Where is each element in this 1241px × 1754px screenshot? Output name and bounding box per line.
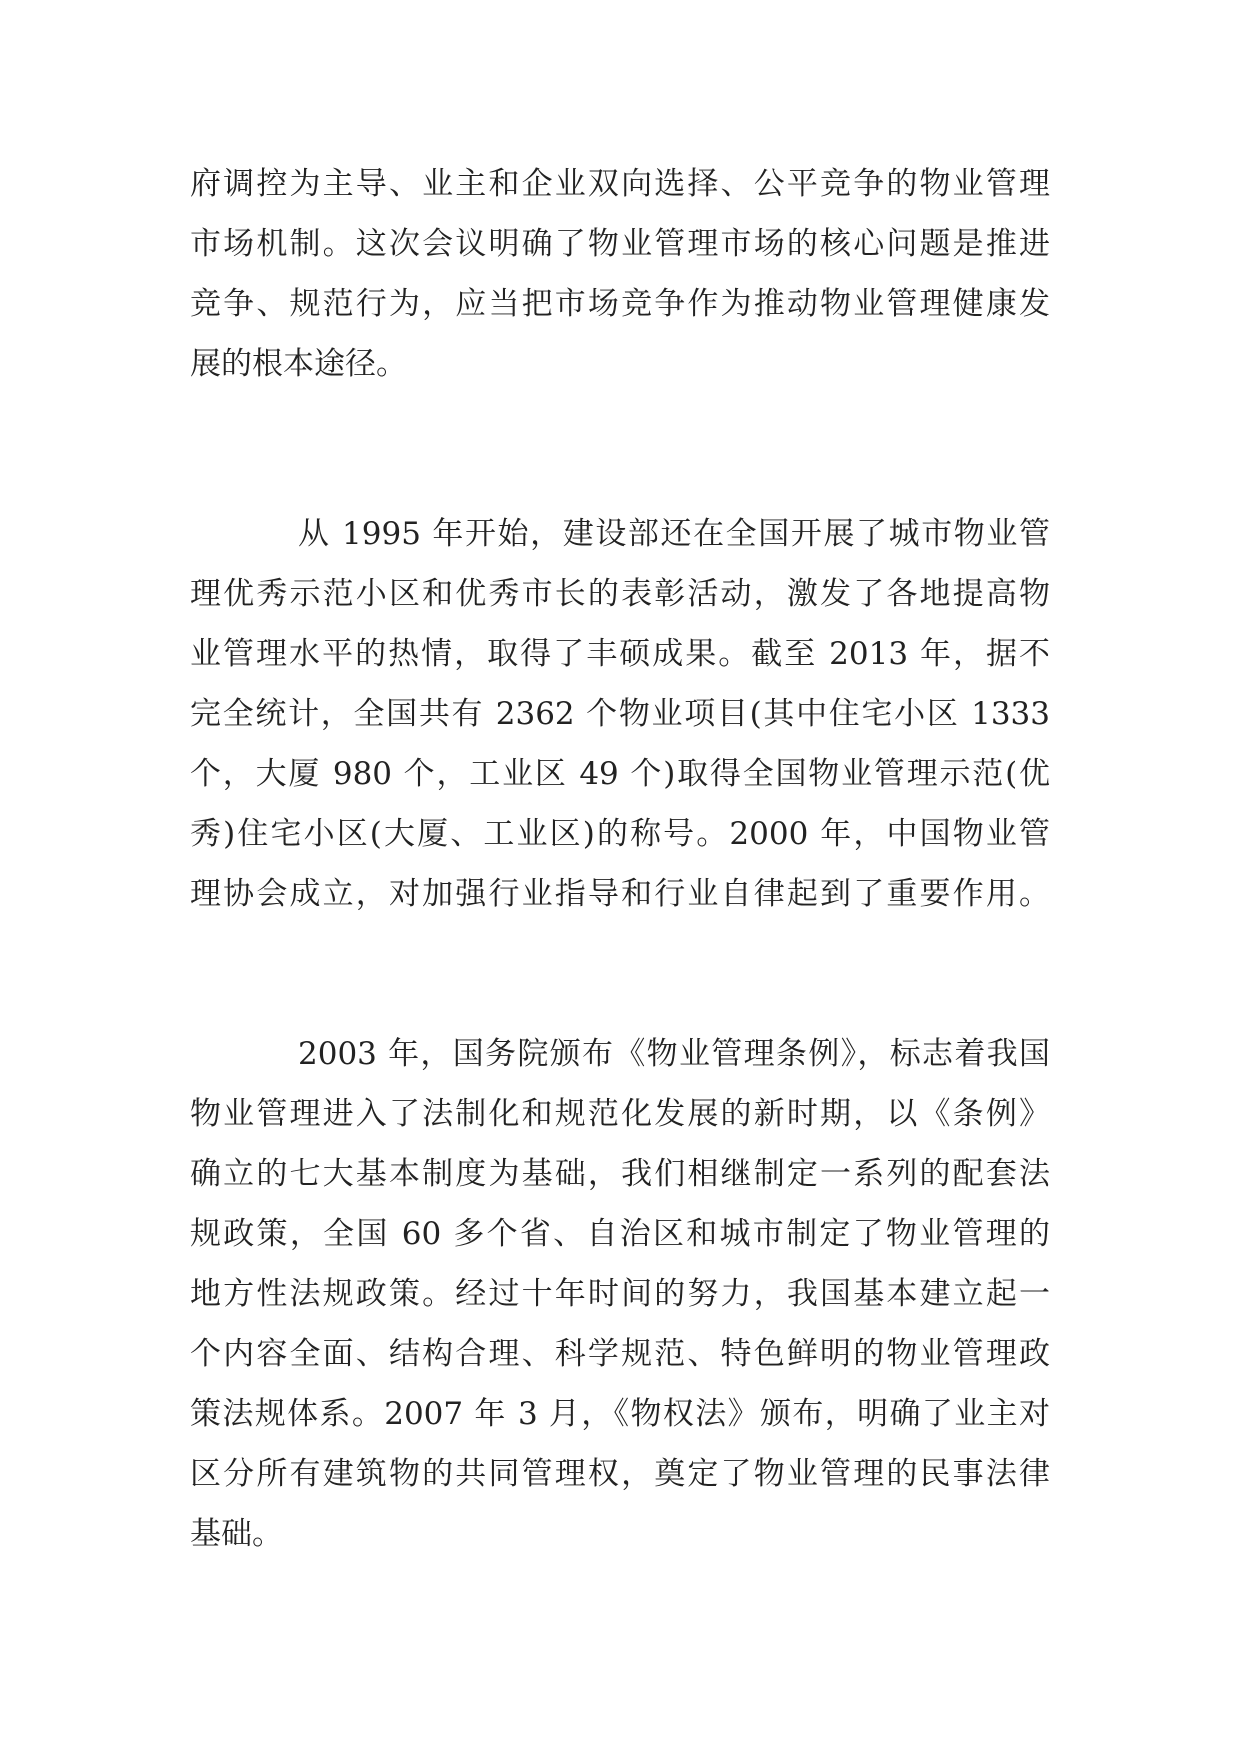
text-line: 规政策，全国 60 多个省、自治区和城市制定了物业管理的 xyxy=(190,1216,1050,1252)
paragraph-property-regulations xyxy=(190,1024,1050,1564)
text-line: 竞争、规范行为，应当把市场竞争作为推动物业管理健康发 xyxy=(190,286,1050,322)
text-line: 完全统计，全国共有 2362 个物业项目(其中住宅小区 1333 xyxy=(190,696,1050,732)
text-line: 府调控为主导、业主和企业双向选择、公平竞争的物业管理 xyxy=(190,166,1050,202)
text-line: 展的根本途径。 xyxy=(190,346,407,382)
text-line: 理协会成立，对加强行业指导和行业自律起到了重要作用。 xyxy=(190,876,1050,912)
text-line: 从 1995 年开始，建设部还在全国开展了城市物业管 xyxy=(298,516,1050,552)
paragraph-demonstration-communities xyxy=(190,504,1050,924)
text-line: 个内容全面、结构合理、科学规范、特色鲜明的物业管理政 xyxy=(190,1336,1050,1372)
text-line: 秀)住宅小区(大厦、工业区)的称号。2000 年，中国物业管 xyxy=(190,816,1050,852)
text-line: 策法规体系。2007 年 3 月，《物权法》颁布，明确了业主对 xyxy=(190,1396,1050,1432)
text-line: 确立的七大基本制度为基础，我们相继制定一系列的配套法 xyxy=(190,1156,1050,1192)
text-line: 物业管理进入了法制化和规范化发展的新时期，以《条例》 xyxy=(190,1096,1050,1132)
text-line: 2003 年，国务院颁布《物业管理条例》，标志着我国 xyxy=(298,1036,1050,1072)
text-line: 个，大厦 980 个，工业区 49 个)取得全国物业管理示范(优 xyxy=(190,756,1050,792)
text-line: 地方性法规政策。经过十年时间的努力，我国基本建立起一 xyxy=(190,1276,1050,1312)
text-line: 市场机制。这次会议明确了物业管理市场的核心问题是推进 xyxy=(190,226,1050,262)
paragraph-market-mechanism xyxy=(190,154,1050,394)
text-line: 业管理水平的热情，取得了丰硕成果。截至 2013 年，据不 xyxy=(190,636,1050,672)
text-line: 基础。 xyxy=(190,1516,283,1552)
text-line: 区分所有建筑物的共同管理权，奠定了物业管理的民事法律 xyxy=(190,1456,1050,1492)
text-line: 理优秀示范小区和优秀市长的表彰活动，激发了各地提高物 xyxy=(190,576,1050,612)
